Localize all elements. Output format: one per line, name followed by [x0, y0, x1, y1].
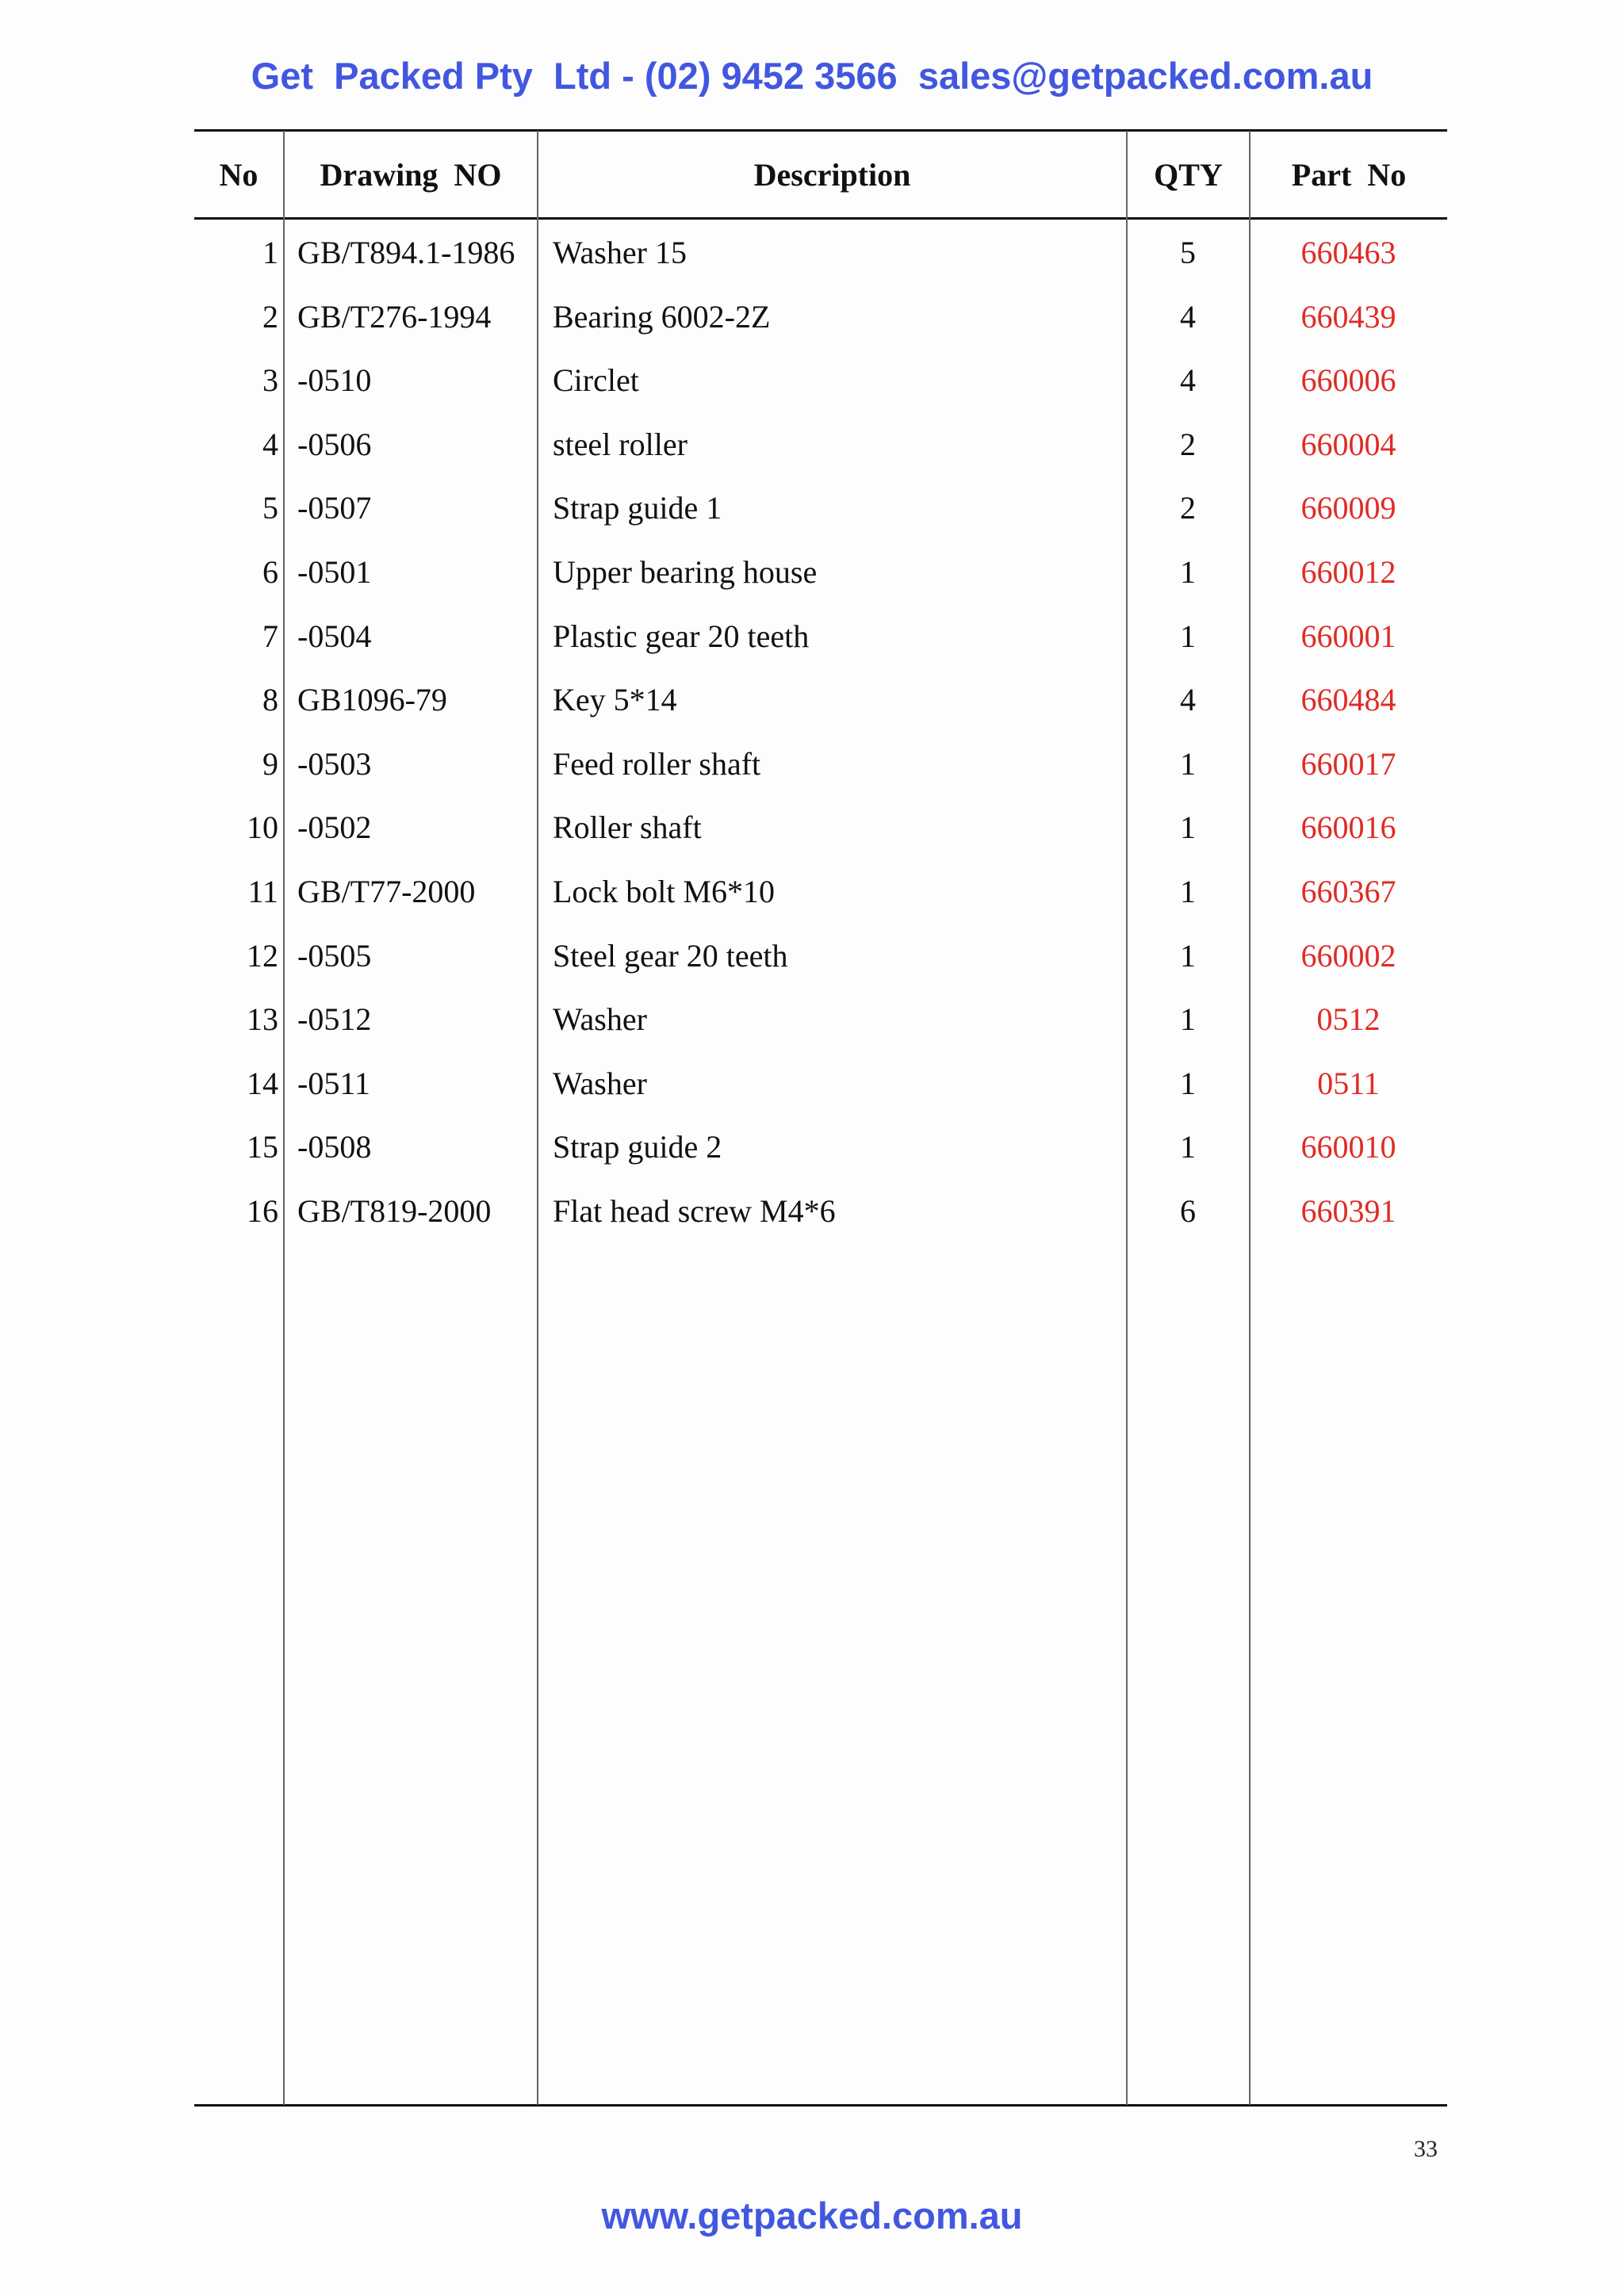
table-row — [194, 796, 1447, 859]
part-description: Flat head screw M4*6 — [553, 1193, 836, 1229]
drawing-number: GB/T819-2000 — [297, 1193, 492, 1229]
part-number: 660012 — [1300, 554, 1396, 590]
row-number: 10 — [247, 809, 278, 845]
part-description: Upper bearing house — [553, 554, 818, 590]
part-description: Washer — [553, 1001, 647, 1037]
table-bottom-rule — [194, 2104, 1447, 2107]
drawing-number: -0511 — [297, 1066, 370, 1101]
drawing-number: -0505 — [297, 938, 372, 974]
table-row — [194, 1052, 1447, 1115]
row-number: 11 — [247, 874, 278, 909]
quantity: 4 — [1180, 682, 1196, 718]
drawing-number: -0507 — [297, 490, 372, 526]
part-number: 660016 — [1300, 809, 1396, 845]
column-header-part-no: Part No — [1291, 157, 1407, 193]
drawing-number: -0503 — [297, 746, 372, 782]
table-row — [194, 924, 1447, 988]
part-description: steel roller — [553, 427, 688, 462]
quantity: 1 — [1180, 1066, 1196, 1101]
quantity: 4 — [1180, 362, 1196, 398]
row-number: 5 — [262, 490, 278, 526]
quantity: 1 — [1180, 1001, 1196, 1037]
quantity: 2 — [1180, 427, 1196, 462]
part-number: 660367 — [1300, 874, 1396, 909]
part-description: Strap guide 2 — [553, 1129, 722, 1165]
part-number: 660004 — [1300, 427, 1396, 462]
row-number: 16 — [247, 1193, 278, 1229]
drawing-number: GB/T276-1994 — [297, 299, 492, 335]
quantity: 1 — [1180, 1129, 1196, 1165]
part-description: Circlet — [553, 362, 639, 398]
row-number: 6 — [262, 554, 278, 590]
table-row — [194, 860, 1447, 924]
row-number: 12 — [247, 938, 278, 974]
table-row — [194, 413, 1447, 476]
column-header-description: Description — [753, 157, 911, 193]
table-row — [194, 733, 1447, 796]
quantity: 5 — [1180, 235, 1196, 270]
table-row — [194, 1115, 1447, 1179]
table-top-rule — [194, 129, 1447, 132]
row-number: 8 — [262, 682, 278, 718]
part-description: Strap guide 1 — [553, 490, 722, 526]
quantity: 1 — [1180, 618, 1196, 654]
row-number: 4 — [262, 427, 278, 462]
part-number: 660010 — [1300, 1129, 1396, 1165]
part-number: 660006 — [1300, 362, 1396, 398]
drawing-number: -0504 — [297, 618, 372, 654]
row-number: 2 — [262, 299, 278, 335]
quantity: 1 — [1180, 874, 1196, 909]
part-number: 660009 — [1300, 490, 1396, 526]
part-number: 660017 — [1300, 746, 1396, 782]
part-number: 660002 — [1300, 938, 1396, 974]
part-description: Bearing 6002-2Z — [553, 299, 771, 335]
page-number: 33 — [1414, 2136, 1438, 2162]
row-number: 13 — [247, 1001, 278, 1037]
drawing-number: GB/T77-2000 — [297, 874, 476, 909]
quantity: 4 — [1180, 299, 1196, 335]
table-row — [194, 221, 1447, 285]
row-number: 3 — [262, 362, 278, 398]
part-number: 660484 — [1300, 682, 1396, 718]
header-bottom-rule — [194, 217, 1447, 220]
quantity: 6 — [1180, 1193, 1196, 1229]
drawing-number: -0508 — [297, 1129, 372, 1165]
part-description: Key 5*14 — [553, 682, 677, 718]
drawing-number: GB/T894.1-1986 — [297, 235, 515, 270]
part-number: 0511 — [1317, 1066, 1380, 1101]
column-header-drawing-no: Drawing NO — [320, 157, 502, 193]
quantity: 2 — [1180, 490, 1196, 526]
row-number: 15 — [247, 1129, 278, 1165]
company-contact-header: Get Packed Pty Ltd - (02) 9452 3566 sales@getpacked.com.au — [251, 55, 1373, 97]
part-number: 660001 — [1300, 618, 1396, 654]
column-header-qty: QTY — [1154, 157, 1223, 193]
drawing-number: -0512 — [297, 1001, 372, 1037]
part-description: Lock bolt M6*10 — [553, 874, 775, 909]
row-number: 14 — [247, 1066, 278, 1101]
quantity: 1 — [1180, 554, 1196, 590]
part-number: 660391 — [1300, 1193, 1396, 1229]
part-number: 660439 — [1300, 299, 1396, 335]
row-number: 9 — [262, 746, 278, 782]
part-number: 660463 — [1300, 235, 1396, 270]
footer-website-link[interactable]: www.getpacked.com.au — [601, 2195, 1023, 2237]
table-row — [194, 541, 1447, 604]
table-row — [194, 988, 1447, 1051]
column-header-no: No — [219, 157, 259, 193]
table-row — [194, 1180, 1447, 1243]
quantity: 1 — [1180, 938, 1196, 974]
drawing-number: GB1096-79 — [297, 682, 447, 718]
table-row — [194, 285, 1447, 349]
row-number: 7 — [262, 618, 278, 654]
table-row — [194, 605, 1447, 668]
drawing-number: -0501 — [297, 554, 372, 590]
row-number: 1 — [262, 235, 278, 270]
quantity: 1 — [1180, 746, 1196, 782]
part-description: Washer — [553, 1066, 647, 1101]
quantity: 1 — [1180, 809, 1196, 845]
part-number: 0512 — [1316, 1001, 1381, 1037]
drawing-number: -0502 — [297, 809, 372, 845]
part-description: Roller shaft — [553, 809, 702, 845]
table-row — [194, 476, 1447, 540]
part-description: Plastic gear 20 teeth — [553, 618, 810, 654]
table-row — [194, 349, 1447, 412]
part-description: Feed roller shaft — [553, 746, 761, 782]
part-description: Steel gear 20 teeth — [553, 938, 788, 974]
part-description: Washer 15 — [553, 235, 687, 270]
drawing-number: -0510 — [297, 362, 372, 398]
table-row — [194, 668, 1447, 732]
drawing-number: -0506 — [297, 427, 372, 462]
